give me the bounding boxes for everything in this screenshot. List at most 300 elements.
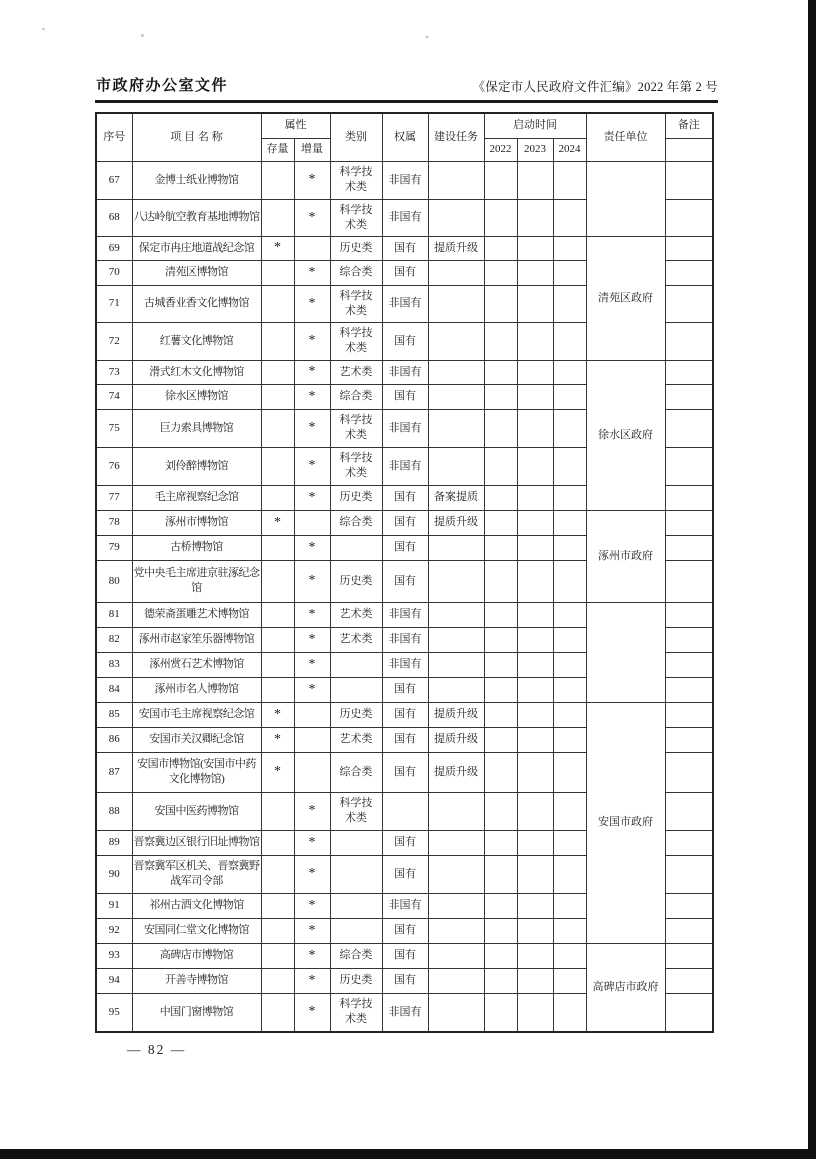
cell-qidong-2022 [484,627,517,652]
col-header-zengliang: 增量 [294,138,330,161]
cell-cunliang: * [261,702,294,727]
cell-qidong-2023 [517,752,553,792]
cell-leibie: 艺术类 [330,627,382,652]
cell-cunliang: * [261,727,294,752]
cell-quanshu: 国有 [382,677,428,702]
cell-project-name: 开善寺博物馆 [132,968,261,993]
scan-edge-bottom [0,1149,816,1159]
cell-jianshe-renwu [428,447,484,485]
cell-leibie: 艺术类 [330,727,382,752]
cell-leibie [330,677,382,702]
cell-beizhu [665,236,713,260]
cell-xuhao: 77 [96,485,132,510]
cell-quanshu [382,792,428,830]
cell-quanshu: 非国有 [382,627,428,652]
cell-qidong-2023 [517,918,553,943]
cell-zengliang: * [294,384,330,409]
cell-qidong-2022 [484,602,517,627]
cell-jianshe-renwu [428,161,484,199]
cell-leibie: 综合类 [330,510,382,535]
cell-beizhu [665,752,713,792]
cell-qidong-2023 [517,161,553,199]
cell-xuhao: 71 [96,285,132,322]
cell-beizhu [665,285,713,322]
cell-beizhu [665,322,713,360]
cell-beizhu [665,652,713,677]
cell-qidong-2024 [553,652,586,677]
cell-xuhao: 67 [96,161,132,199]
cell-qidong-2022 [484,322,517,360]
cell-jianshe-renwu [428,260,484,285]
cell-jianshe-renwu: 提质升级 [428,702,484,727]
cell-cunliang [261,893,294,918]
cell-jianshe-renwu [428,360,484,384]
cell-zengliang [294,236,330,260]
cell-qidong-2022 [484,918,517,943]
cell-project-name: 毛主席视察纪念馆 [132,485,261,510]
cell-leibie: 科学技术类 [330,285,382,322]
cell-cunliang [261,199,294,236]
cell-project-name: 晋察冀军区机关、晋察冀野战军司令部 [132,855,261,893]
cell-jianshe-renwu: 提质升级 [428,236,484,260]
cell-zengliang [294,510,330,535]
cell-cunliang [261,792,294,830]
cell-cunliang [261,535,294,560]
cell-qidong-2022 [484,199,517,236]
col-header-beizhu: 备注 [665,113,713,138]
cell-xuhao: 69 [96,236,132,260]
cell-qidong-2024 [553,702,586,727]
table-row-73 [96,360,713,384]
cell-qidong-2023 [517,993,553,1032]
cell-cunliang [261,918,294,943]
cell-jianshe-renwu [428,560,484,602]
col-header-quanshu: 权属 [382,113,428,161]
cell-xuhao: 93 [96,943,132,968]
cell-jianshe-renwu: 提质升级 [428,510,484,535]
cell-qidong-2022 [484,702,517,727]
cell-beizhu [665,602,713,627]
cell-quanshu: 国有 [382,535,428,560]
cell-xuhao: 83 [96,652,132,677]
cell-zengliang: * [294,602,330,627]
cell-leibie: 综合类 [330,260,382,285]
cell-zeren-danwei: 徐水区政府 [586,360,665,510]
col-header-2022: 2022 [484,138,517,161]
cell-qidong-2023 [517,560,553,602]
cell-jianshe-renwu [428,918,484,943]
cell-zengliang: * [294,322,330,360]
cell-qidong-2024 [553,677,586,702]
cell-quanshu: 国有 [382,855,428,893]
cell-jianshe-renwu [428,602,484,627]
cell-qidong-2024 [553,535,586,560]
cell-zengliang: * [294,161,330,199]
doc-header-left-title: 市政府办公室文件 [96,77,229,94]
cell-qidong-2023 [517,322,553,360]
cell-leibie: 科学技术类 [330,161,382,199]
cell-project-name: 德荣斋蛋雕艺术博物馆 [132,602,261,627]
cell-project-name: 古桥博物馆 [132,535,261,560]
cell-xuhao: 68 [96,199,132,236]
cell-beizhu [665,943,713,968]
cell-beizhu [665,510,713,535]
cell-qidong-2024 [553,384,586,409]
cell-qidong-2023 [517,510,553,535]
cell-quanshu: 非国有 [382,409,428,447]
cell-leibie [330,535,382,560]
cell-leibie [330,918,382,943]
cell-xuhao: 90 [96,855,132,893]
cell-xuhao: 81 [96,602,132,627]
cell-project-name: 党中央毛主席进京驻涿纪念馆 [132,560,261,602]
cell-jianshe-renwu [428,943,484,968]
cell-quanshu: 非国有 [382,602,428,627]
cell-zeren-danwei: 涿州市政府 [586,510,665,602]
cell-quanshu: 国有 [382,752,428,792]
cell-xuhao: 73 [96,360,132,384]
cell-cunliang [261,943,294,968]
cell-xuhao: 89 [96,830,132,855]
cell-jianshe-renwu [428,322,484,360]
cell-quanshu: 国有 [382,510,428,535]
cell-zengliang: * [294,535,330,560]
cell-jianshe-renwu [428,627,484,652]
cell-beizhu [665,627,713,652]
cell-zengliang [294,752,330,792]
cell-qidong-2022 [484,652,517,677]
cell-xuhao: 78 [96,510,132,535]
cell-qidong-2024 [553,409,586,447]
cell-jianshe-renwu [428,830,484,855]
scan-speck [425,36,429,38]
cell-qidong-2022 [484,752,517,792]
cell-project-name: 祁州古酒文化博物馆 [132,893,261,918]
cell-jianshe-renwu [428,893,484,918]
cell-project-name: 安国市博物馆(安国市中药文化博物馆) [132,752,261,792]
col-header-zeren-danwei: 责任单位 [586,113,665,161]
doc-header-right-title: 《保定市人民政府文件汇编》2022 年第 2 号 [472,80,718,94]
cell-leibie: 艺术类 [330,360,382,384]
cell-qidong-2023 [517,236,553,260]
col-header-shuxing: 属性 [261,113,330,138]
cell-zengliang: * [294,677,330,702]
cell-leibie: 艺术类 [330,602,382,627]
cell-jianshe-renwu [428,677,484,702]
cell-cunliang [261,560,294,602]
cell-leibie: 综合类 [330,943,382,968]
cell-leibie: 历史类 [330,236,382,260]
cell-qidong-2023 [517,602,553,627]
cell-cunliang [261,360,294,384]
cell-beizhu [665,447,713,485]
cell-leibie: 科学技术类 [330,199,382,236]
cell-jianshe-renwu [428,409,484,447]
cell-leibie [330,855,382,893]
cell-xuhao: 88 [96,792,132,830]
cell-xuhao: 94 [96,968,132,993]
cell-quanshu: 国有 [382,943,428,968]
cell-quanshu: 非国有 [382,161,428,199]
cell-qidong-2024 [553,727,586,752]
scan-speck [141,34,144,37]
cell-qidong-2024 [553,447,586,485]
cell-qidong-2023 [517,893,553,918]
cell-jianshe-renwu [428,792,484,830]
cell-project-name: 徐水区博物馆 [132,384,261,409]
cell-beizhu [665,855,713,893]
cell-qidong-2022 [484,285,517,322]
cell-qidong-2024 [553,199,586,236]
cell-beizhu [665,485,713,510]
cell-beizhu [665,360,713,384]
cell-qidong-2022 [484,409,517,447]
cell-qidong-2022 [484,161,517,199]
cell-qidong-2023 [517,677,553,702]
cell-qidong-2022 [484,510,517,535]
cell-xuhao: 70 [96,260,132,285]
cell-xuhao: 76 [96,447,132,485]
cell-beizhu [665,893,713,918]
cell-xuhao: 85 [96,702,132,727]
cell-leibie: 科学技术类 [330,409,382,447]
cell-cunliang [261,677,294,702]
cell-leibie: 历史类 [330,702,382,727]
cell-zengliang: * [294,485,330,510]
cell-qidong-2023 [517,830,553,855]
cell-qidong-2024 [553,993,586,1032]
cell-leibie: 科学技术类 [330,322,382,360]
cell-jianshe-renwu [428,855,484,893]
cell-quanshu: 非国有 [382,285,428,322]
cell-quanshu: 非国有 [382,993,428,1032]
cell-project-name: 安国同仁堂文化博物馆 [132,918,261,943]
cell-cunliang: * [261,510,294,535]
cell-qidong-2024 [553,968,586,993]
cell-cunliang [261,993,294,1032]
cell-jianshe-renwu [428,384,484,409]
cell-project-name: 八达岭航空教育基地博物馆 [132,199,261,236]
cell-cunliang [261,652,294,677]
cell-leibie: 科学技术类 [330,993,382,1032]
cell-leibie [330,830,382,855]
cell-qidong-2024 [553,560,586,602]
cell-jianshe-renwu: 备案提质 [428,485,484,510]
cell-beizhu [665,535,713,560]
museum-projects-table [95,112,714,1033]
cell-qidong-2022 [484,855,517,893]
cell-project-name: 涿州市博物馆 [132,510,261,535]
cell-zengliang: * [294,409,330,447]
cell-zengliang: * [294,792,330,830]
cell-jianshe-renwu [428,199,484,236]
cell-cunliang [261,855,294,893]
cell-leibie: 综合类 [330,752,382,792]
cell-quanshu: 国有 [382,918,428,943]
cell-project-name: 清苑区博物馆 [132,260,261,285]
cell-qidong-2022 [484,384,517,409]
cell-beizhu [665,560,713,602]
col-header-project-name: 项 目 名 称 [132,113,261,161]
cell-qidong-2024 [553,752,586,792]
cell-jianshe-renwu [428,652,484,677]
cell-zengliang: * [294,943,330,968]
cell-project-name: 刘伶醉博物馆 [132,447,261,485]
cell-zengliang: * [294,199,330,236]
cell-zengliang: * [294,968,330,993]
table-row-69 [96,236,713,260]
table-row-85 [96,702,713,727]
cell-xuhao: 74 [96,384,132,409]
cell-project-name: 金博士纸业博物馆 [132,161,261,199]
cell-zengliang: * [294,285,330,322]
cell-project-name: 保定市冉庄地道战纪念馆 [132,236,261,260]
cell-cunliang [261,968,294,993]
cell-qidong-2024 [553,627,586,652]
cell-project-name: 巨力索具博物馆 [132,409,261,447]
cell-qidong-2022 [484,677,517,702]
cell-qidong-2023 [517,485,553,510]
cell-beizhu [665,384,713,409]
cell-project-name: 红薯文化博物馆 [132,322,261,360]
cell-beizhu [665,702,713,727]
cell-xuhao: 92 [96,918,132,943]
header-divider-rule [95,100,718,103]
cell-qidong-2023 [517,260,553,285]
cell-qidong-2022 [484,893,517,918]
cell-qidong-2023 [517,968,553,993]
cell-jianshe-renwu: 提质升级 [428,727,484,752]
cell-qidong-2022 [484,560,517,602]
cell-zeren-danwei [586,161,665,236]
cell-qidong-2023 [517,727,553,752]
cell-beizhu [665,993,713,1032]
cell-project-name: 高碑店市博物馆 [132,943,261,968]
col-header-2024: 2024 [553,138,586,161]
cell-beizhu [665,792,713,830]
cell-qidong-2022 [484,447,517,485]
cell-leibie: 科学技术类 [330,447,382,485]
cell-zengliang: * [294,918,330,943]
cell-xuhao: 79 [96,535,132,560]
cell-qidong-2022 [484,993,517,1032]
cell-quanshu: 国有 [382,968,428,993]
cell-quanshu: 非国有 [382,652,428,677]
cell-qidong-2024 [553,285,586,322]
cell-qidong-2024 [553,161,586,199]
cell-jianshe-renwu [428,285,484,322]
cell-qidong-2022 [484,727,517,752]
cell-xuhao: 80 [96,560,132,602]
cell-cunliang [261,384,294,409]
cell-jianshe-renwu: 提质升级 [428,752,484,792]
cell-zengliang: * [294,893,330,918]
cell-zengliang: * [294,993,330,1032]
cell-qidong-2024 [553,485,586,510]
cell-qidong-2024 [553,855,586,893]
cell-qidong-2024 [553,360,586,384]
cell-qidong-2024 [553,893,586,918]
cell-quanshu: 国有 [382,830,428,855]
cell-quanshu: 国有 [382,322,428,360]
cell-xuhao: 86 [96,727,132,752]
cell-leibie [330,652,382,677]
col-header-jianshe-renwu: 建设任务 [428,113,484,161]
cell-beizhu [665,830,713,855]
cell-qidong-2023 [517,943,553,968]
cell-beizhu [665,677,713,702]
cell-project-name: 安国市关汉卿纪念馆 [132,727,261,752]
cell-jianshe-renwu [428,968,484,993]
table-row-67 [96,161,713,199]
cell-project-name: 涿州市名人博物馆 [132,677,261,702]
cell-leibie: 历史类 [330,560,382,602]
cell-quanshu: 国有 [382,384,428,409]
cell-beizhu [665,199,713,236]
cell-leibie [330,893,382,918]
cell-quanshu: 国有 [382,727,428,752]
cell-zengliang [294,702,330,727]
cell-zengliang: * [294,855,330,893]
cell-zengliang: * [294,652,330,677]
cell-beizhu [665,260,713,285]
cell-zengliang: * [294,830,330,855]
cell-cunliang: * [261,236,294,260]
cell-qidong-2024 [553,792,586,830]
cell-qidong-2022 [484,236,517,260]
cell-beizhu [665,409,713,447]
cell-beizhu [665,968,713,993]
cell-qidong-2023 [517,285,553,322]
cell-project-name: 涿州赏石艺术博物馆 [132,652,261,677]
cell-xuhao: 75 [96,409,132,447]
cell-qidong-2024 [553,510,586,535]
cell-leibie: 综合类 [330,384,382,409]
cell-cunliang [261,161,294,199]
cell-cunliang: * [261,752,294,792]
page-number: — 82 — [127,1042,187,1057]
cell-zeren-danwei: 高碑店市政府 [586,943,665,1032]
col-header-cunliang: 存量 [261,138,294,161]
cell-project-name: 古城香业香文化博物馆 [132,285,261,322]
cell-qidong-2024 [553,602,586,627]
document-header [96,74,718,95]
cell-quanshu: 国有 [382,260,428,285]
cell-zengliang [294,727,330,752]
cell-xuhao: 72 [96,322,132,360]
cell-qidong-2024 [553,918,586,943]
cell-qidong-2022 [484,968,517,993]
cell-qidong-2024 [553,236,586,260]
cell-project-name: 安国中医药博物馆 [132,792,261,830]
cell-jianshe-renwu [428,993,484,1032]
cell-qidong-2023 [517,384,553,409]
scan-speck [42,28,45,30]
cell-qidong-2023 [517,652,553,677]
cell-qidong-2022 [484,360,517,384]
cell-qidong-2023 [517,447,553,485]
cell-project-name: 滑式红木文化博物馆 [132,360,261,384]
cell-qidong-2023 [517,360,553,384]
cell-quanshu: 非国有 [382,360,428,384]
cell-beizhu [665,161,713,199]
cell-qidong-2023 [517,409,553,447]
table-row-78 [96,510,713,535]
table-row-81 [96,602,713,627]
cell-xuhao: 84 [96,677,132,702]
cell-quanshu: 非国有 [382,447,428,485]
cell-cunliang [261,830,294,855]
